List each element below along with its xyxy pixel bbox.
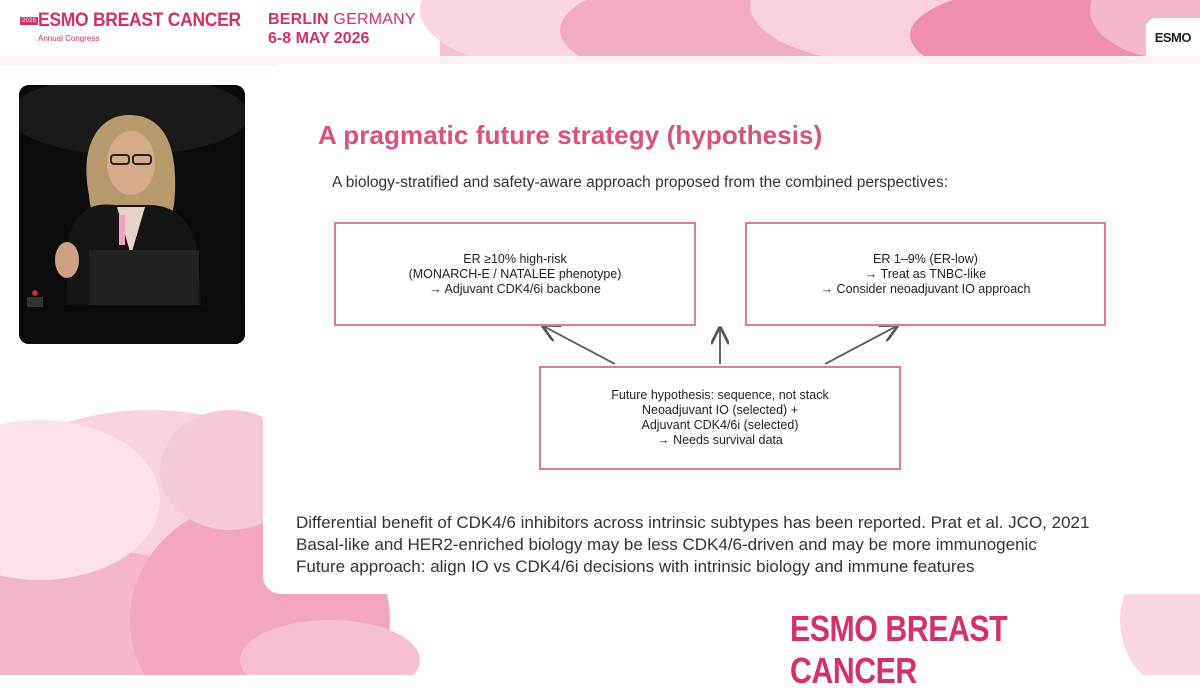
box-line: → Consider neoadjuvant IO approach [820,281,1031,296]
box-line: ER 1–9% (ER-low) [873,251,978,266]
esmo-logo-icon: ESMO [1154,30,1191,45]
future-hypothesis-box [539,366,901,470]
er-low-box [745,222,1106,326]
logo-title: ESMO BREAST CANCER [38,10,241,31]
er-high-risk-box [334,222,696,326]
logo-year: 2026 [22,18,37,24]
logo-subtitle: Annual Congress [38,34,100,43]
event-country: GERMANY [333,11,416,28]
box-line: → Treat as TNBC-like [864,266,987,281]
speaker-video-icon [19,85,245,344]
box-line: Adjuvant CDK4/6i (selected) [641,418,799,432]
slide-title: A pragmatic future strategy (hypothesis) [318,120,823,150]
box-line: Neoadjuvant IO (selected) + [642,403,798,417]
footer-brand-logo: ESMO BREAST CANCER [790,608,1008,691]
event-location [268,11,416,29]
event-dates: 6-8 MAY 2026 [268,30,370,47]
note-line: Differential benefit of CDK4/6 inhibitors across intrinsic subtypes has been reported. Prat et al. JCO, 2021 [296,513,1090,532]
slide-subtitle: A biology-stratified and safety-aware approach proposed from the combined perspectives: [332,174,949,191]
box-line: ER ≥10% high-risk [463,251,567,266]
note-line: Basal-like and HER2-enriched biology may be less CDK4/6-driven and may be more immunogenic [296,535,1037,554]
box-line: → Adjuvant CDK4/6i backbone [429,281,601,296]
congress-header [0,0,1200,56]
speaker-video [19,85,245,344]
slide-notes [296,512,1089,578]
event-city: BERLIN [268,11,329,28]
box-line: (MONARCH-E / NATALEE phenotype) [408,266,622,281]
box-line: Future hypothesis: sequence, not stack [611,388,829,402]
box-line: → Needs survival data [657,433,783,447]
note-line: Future approach: align IO vs CDK4/6i decisions with intrinsic biology and immune features [296,557,975,576]
